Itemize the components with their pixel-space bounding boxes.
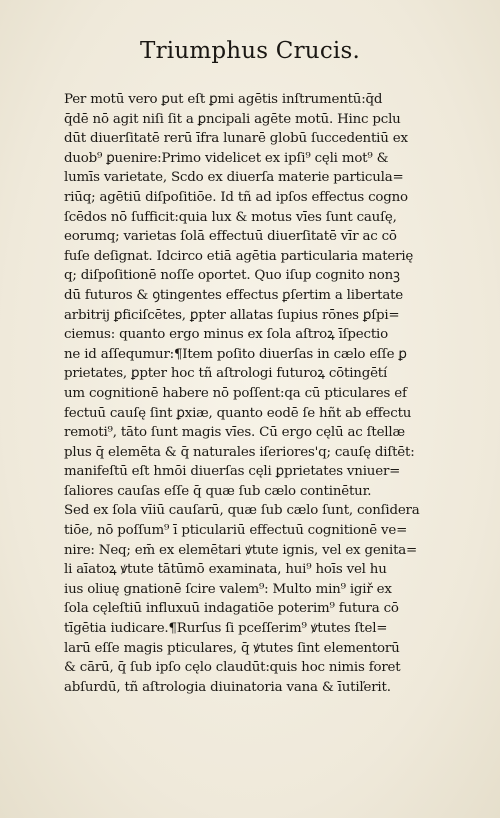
text-line: ſola cęleſtiū influxuū indagatiōe poterim⁹ futura cō bbox=[64, 601, 399, 617]
text-line: dūt diuerſitatē rerū īfra lunarē globū ſuccedentiū ex bbox=[64, 131, 408, 147]
text-line: remoti⁹, tāto ſunt magis vīes. Cū ergo cęlū ac ſtellæ bbox=[64, 425, 405, 441]
text-line: plus q̄ elemēta & q̄ naturales iſeriores'q; cauſę diſtēt: bbox=[64, 444, 415, 460]
text-line: manifeſtū eſt hmōi diuerſas cęli ꝑprietates vniuer= bbox=[64, 464, 401, 480]
text-line: fectuū cauſę ſint ꝑxiæ, quanto eodē ſe hñt ab effectu bbox=[64, 405, 412, 421]
text-line: ciemus: quanto ergo minus ex ſola aſtroꝝ īſpectio bbox=[64, 327, 388, 343]
text-line: li aīatoꝝ ꝟtute tātūmō examinata, hui⁹ hoīs vel hu bbox=[64, 562, 387, 578]
text-line: nire: Neq; em̄ ex elemētari ꝟtute ignis, vel ex genita= bbox=[64, 542, 418, 558]
text-line: duob⁹ ꝑuenire:Primo videlicet ex ipſi⁹ cęli mot⁹ & bbox=[64, 150, 389, 166]
text-line: fuſe deſignat. Idcirco etiā agētia particularia materię bbox=[64, 248, 414, 264]
text-line: ſcēdos nō ſufficit:quia lux & motus vīes ſunt cauſę, bbox=[64, 209, 397, 225]
text-line: ſaliores cauſas eſſe q̄ quæ ſub cælo continētur. bbox=[64, 483, 372, 499]
text-line: arbitrij ꝑficiſcētes, ꝑpter allatas ſupius rōnes ꝑſpi= bbox=[64, 307, 400, 323]
text-line: um cognitionē habere nō poſſent:qa cū pticulares ef bbox=[64, 385, 407, 401]
text-line: abſurdū, tñ aſtrologia diuinatoria vana & īutiľerit. bbox=[64, 679, 391, 695]
text-line: Per motū vero ꝑut eſt ꝑmi agētis inſtrumentū:q̄d bbox=[64, 92, 383, 107]
text-line: prietates, ꝑpter hoc tñ aſtrologi futuroꝝ cōtingētí bbox=[64, 366, 388, 382]
text-line: q; diſpoſitionē noſſe oportet. Quo iſup cognito nonꝫ bbox=[64, 268, 400, 284]
text-line: eorumq; varietas ſolā effectuū diuerſitatē vīr ac cō bbox=[64, 229, 397, 245]
text-line: lumīs varietate, Scdo ex diuerſa materie particula= bbox=[64, 170, 404, 186]
text-line: larū eſſe magis pticulares, q̄ ꝟtutes ſint elementorū bbox=[64, 640, 400, 656]
text-line: tiōe, nō poſſum⁹ ī pticulariū effectuū cognitionē ve= bbox=[64, 523, 408, 539]
text-line: tīgētia iudicare.¶Rurſus ſi pceſſerim⁹ ꝟtutes ſtel= bbox=[64, 621, 388, 637]
text-line: ne id aſſequmur:¶Item poſito diuerſas in cælo eſſe ꝑ bbox=[64, 346, 407, 362]
text-line: dū futuros & ꝯtingentes effectus ꝑſertim a libertate bbox=[64, 287, 404, 303]
text-line: ius oliuę gnationē ſcire valem⁹: Multo min⁹ igiř ex bbox=[64, 581, 392, 597]
text-line: riūq; agētiū diſpoſitiōe. Id tñ ad ipſos effectus cogno bbox=[64, 189, 408, 205]
text-line: Sed ex ſola vīiū cauſarū, quæ ſub cælo ſunt, conſidera bbox=[64, 503, 420, 519]
text-line: & cārū, q̄ ſub ipſo cęlo claudūt:quis hoc nimis foret bbox=[64, 660, 401, 676]
text-line: q̄dē nō agit niſi ſit a ꝑncipali agēte motū. Hinc pclu bbox=[64, 111, 401, 127]
body-text bbox=[64, 90, 476, 697]
running-header: Triumphus Crucis. bbox=[140, 38, 360, 64]
